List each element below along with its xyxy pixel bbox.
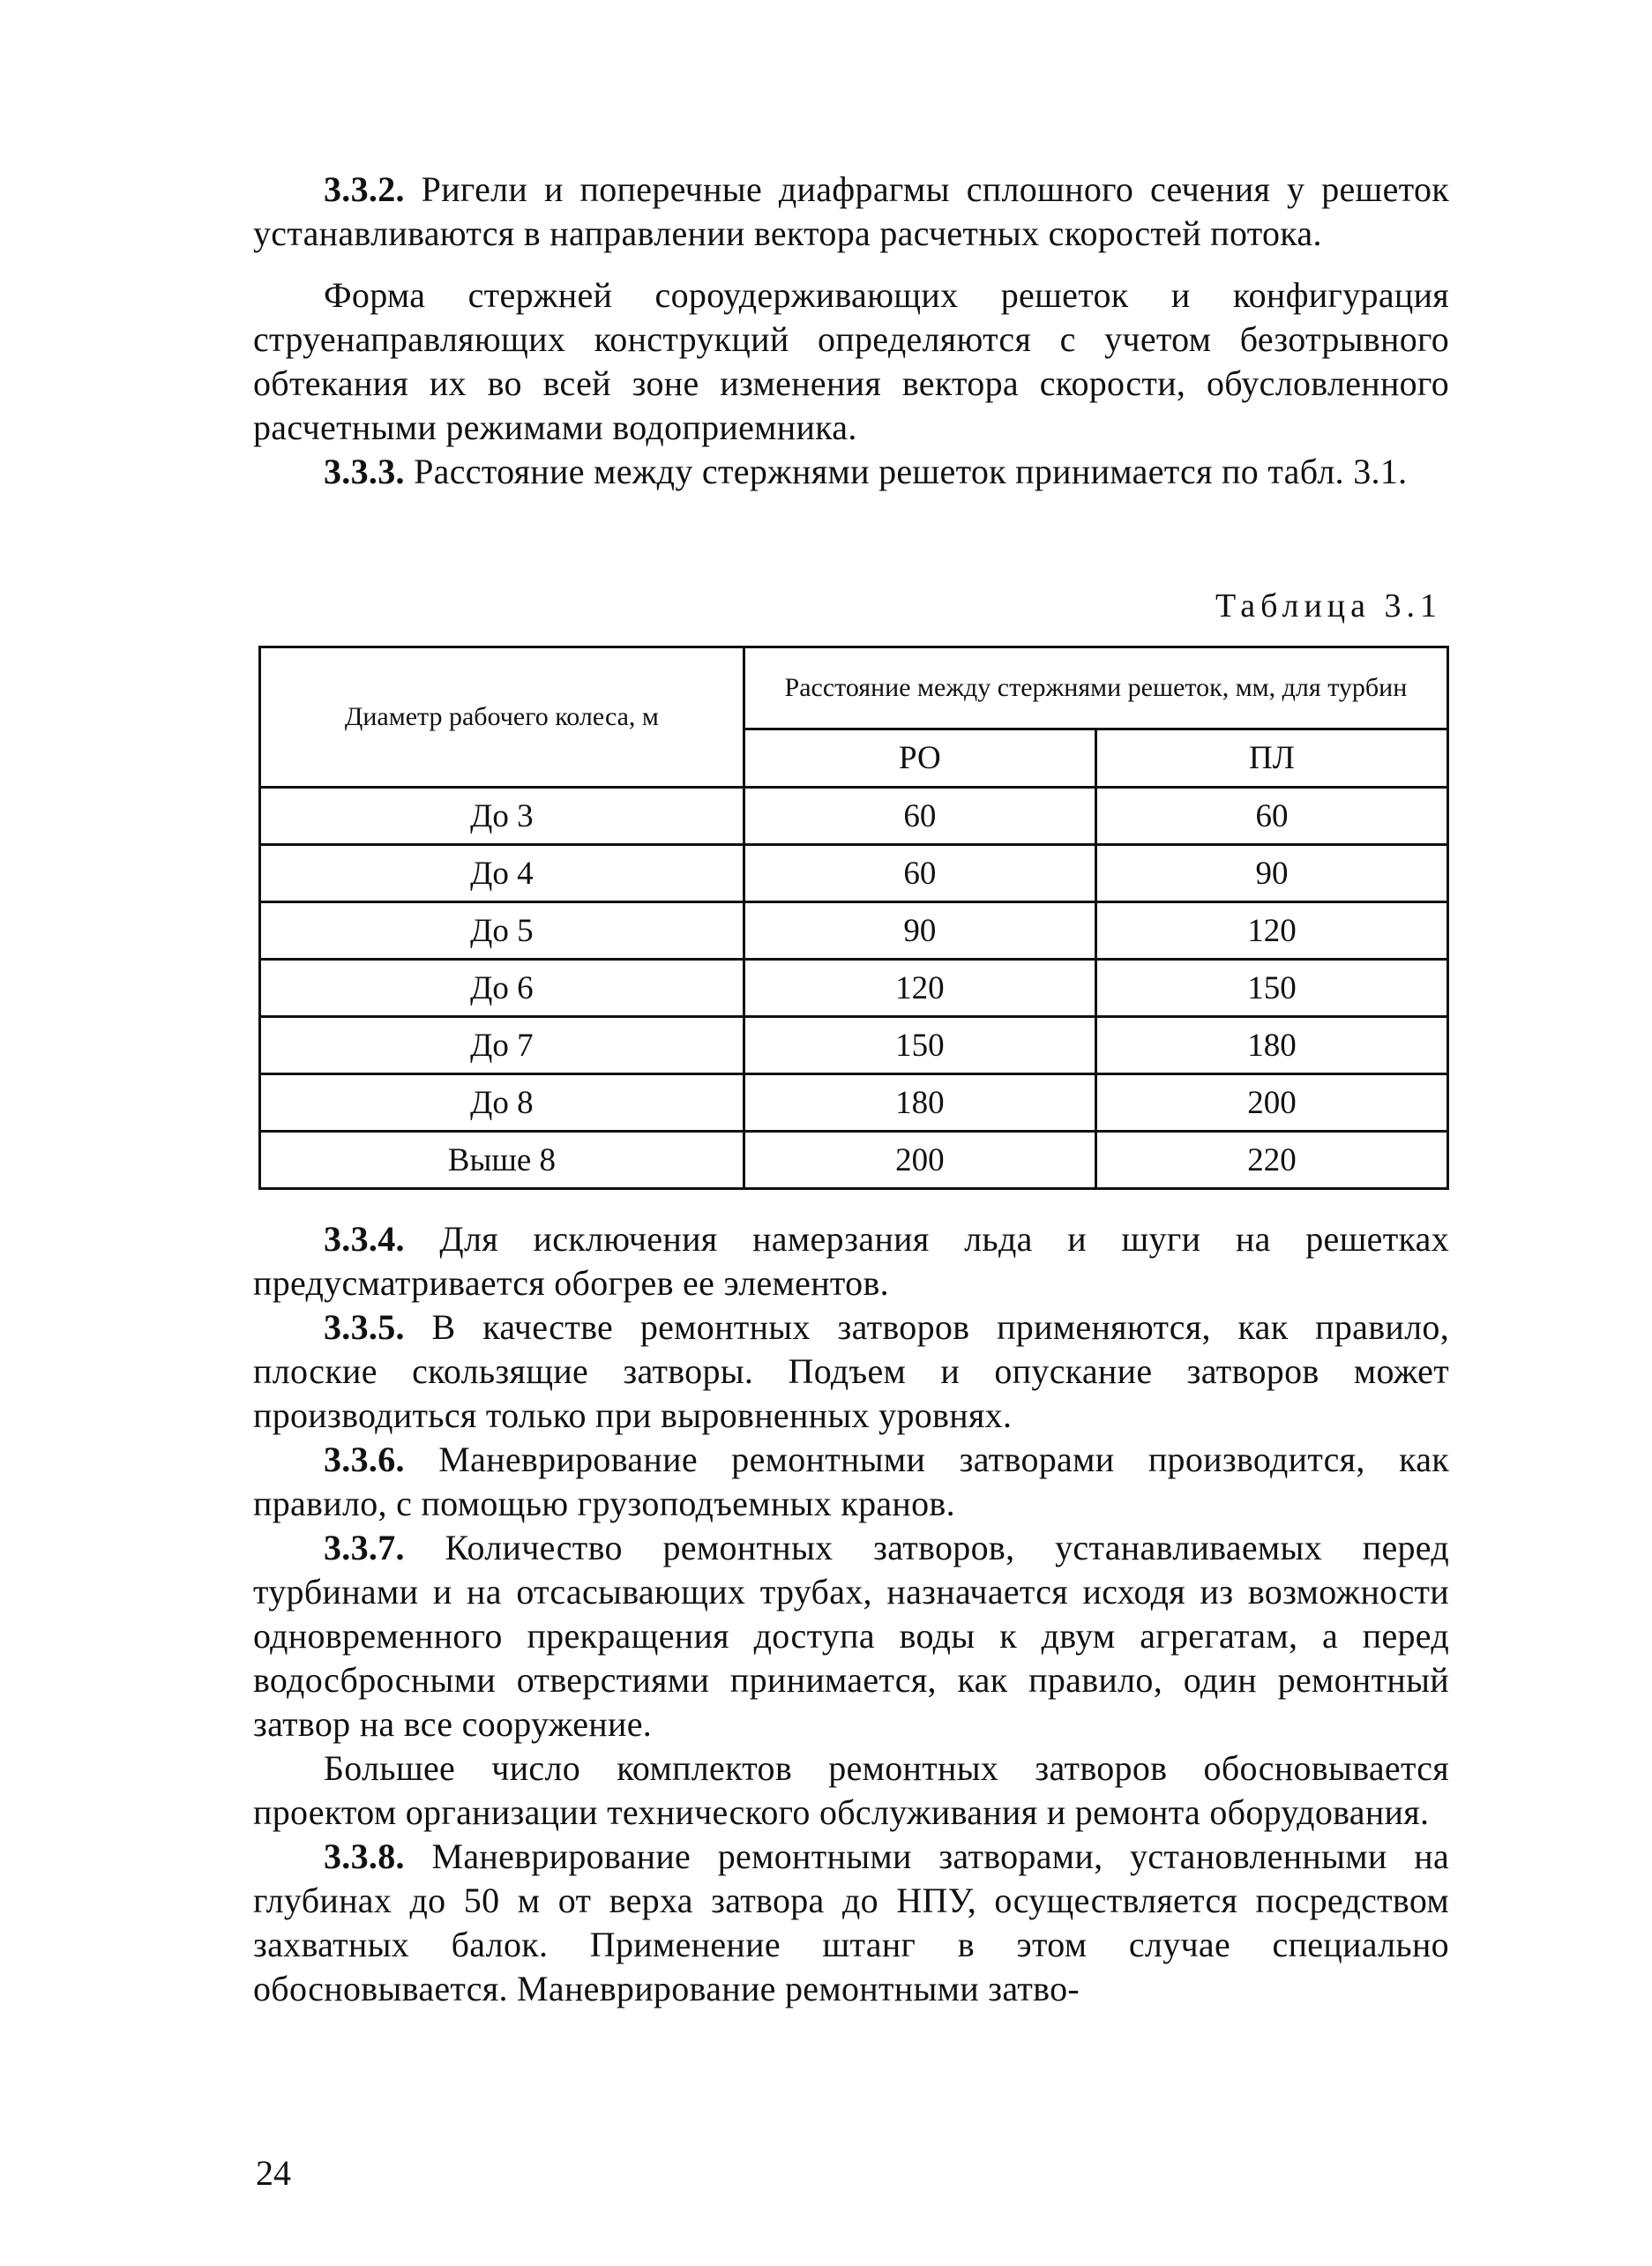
clause-number: 3.3.8. [324, 1836, 405, 1876]
paragraph-more-sets [253, 1746, 1449, 1835]
table-row [260, 1074, 1448, 1132]
subheader-ro: РО [744, 729, 1095, 788]
page-number: 24 [256, 2153, 291, 2193]
clause-number: 3.3.6. [324, 1440, 405, 1479]
paragraph-3-3-8 [253, 1835, 1449, 2011]
cell-diameter: До 8 [260, 1074, 744, 1132]
cell-diameter: До 3 [260, 788, 744, 845]
clause-number: 3.3.2. [324, 169, 405, 209]
clause-number: 3.3.5. [324, 1307, 405, 1347]
paragraph-text: Форма стержней сороудерживающих решеток и конфигурация струенаправляющих конструкций определяются с учетом безотрывного обтекания их во всей зоне изменения вектора скорости, обусловленного расчетными режимами водоприемника. [253, 275, 1449, 447]
paragraph-text: Большее число комплектов ремонтных затворов обосновывается проектом организации технического обслуживания и ремонта оборудования. [253, 1748, 1449, 1832]
paragraph-form [253, 273, 1449, 450]
paragraph-3-3-7 [253, 1526, 1449, 1746]
paragraph-text: Для исключения намерзания льда и шуги на решетках предусматривается обогрев ее элементов. [253, 1219, 1449, 1303]
cell-pl: 120 [1095, 902, 1447, 960]
paragraph-3-3-5 [253, 1305, 1449, 1438]
cell-pl: 220 [1095, 1132, 1447, 1189]
cell-diameter: Выше 8 [260, 1132, 744, 1189]
paragraph-text: Маневрирование ремонтными затворами, установленными на глубинах до 50 м от верха затвора до НПУ, осуществляется посредством захватных балок. Применение штанг в этом случае специально обосновывается. Маневрирование ремонтными затво- [253, 1836, 1449, 2008]
cell-pl: 200 [1095, 1074, 1447, 1132]
paragraph-text: Количество ремонтных затворов, устанавливаемых перед турбинами и на отсасывающих трубах, назначается исходя из возможности одновременного прекращения доступа воды к двум агрегатам, а перед водосбросными отверстиями принимается, как правило, один ремонтный затвор на все сооружение. [253, 1528, 1449, 1744]
table-row [260, 960, 1448, 1017]
cell-pl: 180 [1095, 1017, 1447, 1074]
table-row [260, 1132, 1448, 1189]
table-row [260, 1017, 1448, 1074]
cell-ro: 200 [744, 1132, 1095, 1189]
paragraph-text: Маневрирование ремонтными затворами производится, как правило, с помощью грузоподъемных кранов. [253, 1440, 1449, 1523]
paragraph-3-3-3 [253, 450, 1449, 494]
subheader-pl: ПЛ [1095, 729, 1447, 788]
table-caption: Таблица 3.1 [1215, 587, 1442, 624]
cell-diameter: До 4 [260, 845, 744, 902]
cell-pl: 60 [1095, 788, 1447, 845]
cell-ro: 180 [744, 1074, 1095, 1132]
table-header-row [260, 647, 1448, 729]
cell-pl: 90 [1095, 845, 1447, 902]
paragraph-3-3-6 [253, 1438, 1449, 1526]
clause-number: 3.3.4. [324, 1219, 405, 1259]
paragraph-text: Ригели и поперечные диафрагмы сплошного сечения у решеток устанавливаются в направлении вектора расчетных скоростей потока. [253, 169, 1449, 253]
cell-ro: 150 [744, 1017, 1095, 1074]
spacing-table [258, 646, 1449, 1190]
cell-ro: 60 [744, 845, 1095, 902]
table-row [260, 902, 1448, 960]
text-block-bottom [253, 1217, 1449, 2011]
cell-ro: 60 [744, 788, 1095, 845]
cell-diameter: До 7 [260, 1017, 744, 1074]
clause-number: 3.3.3. [324, 452, 405, 491]
header-spacing: Расстояние между стержнями решеток, мм, для турбин [744, 647, 1447, 729]
cell-diameter: До 5 [260, 902, 744, 960]
cell-ro: 90 [744, 902, 1095, 960]
table-row [260, 788, 1448, 845]
paragraph-3-3-2 [253, 168, 1449, 256]
cell-ro: 120 [744, 960, 1095, 1017]
text-block-top [253, 168, 1449, 494]
paragraph-text: В качестве ремонтных затворов применяются, как правило, плоские скользящие затворы. Подъем и опускание затворов может производиться только при выровненных уровнях. [253, 1307, 1449, 1435]
table-row [260, 845, 1448, 902]
paragraph-text: Расстояние между стержнями решеток принимается по табл. 3.1. [404, 452, 1408, 491]
header-diameter: Диаметр рабочего колеса, м [260, 647, 744, 788]
cell-pl: 150 [1095, 960, 1447, 1017]
cell-diameter: До 6 [260, 960, 744, 1017]
paragraph-3-3-4 [253, 1217, 1449, 1305]
clause-number: 3.3.7. [324, 1528, 405, 1567]
